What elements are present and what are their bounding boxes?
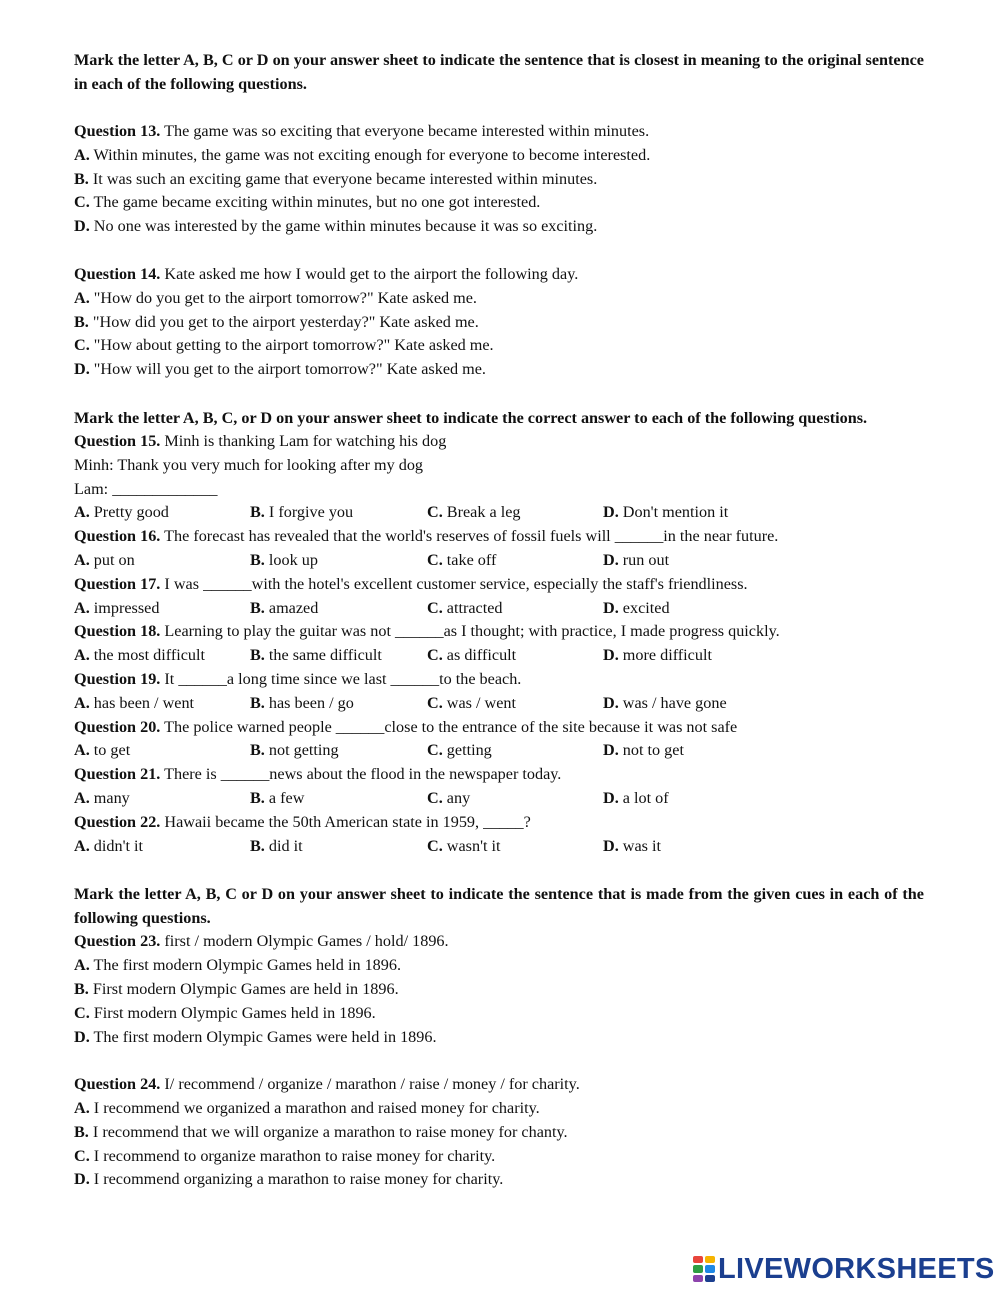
option-letter: B. xyxy=(250,741,265,760)
option-text: to get xyxy=(89,741,131,760)
option-letter: D. xyxy=(603,836,619,855)
option-letter: C. xyxy=(74,193,90,212)
question-label: Question 20. xyxy=(74,717,161,736)
question-label: Question 21. xyxy=(74,765,161,784)
option-text: The game became exciting within minutes, but no one got interested. xyxy=(89,193,541,212)
option-b[interactable] xyxy=(74,1121,924,1145)
option-b[interactable] xyxy=(250,644,427,668)
option-text: was / have gone xyxy=(618,693,727,712)
question-text: first / modern Olympic Games / hold/ 1896. xyxy=(160,932,449,951)
option-text: run out xyxy=(618,550,670,569)
option-text: Within minutes, the game was not exciting enough for everyone to become interested. xyxy=(89,145,651,164)
option-letter: B. xyxy=(250,598,265,617)
question-label: Question 22. xyxy=(74,812,161,831)
option-b[interactable] xyxy=(250,692,427,716)
option-c[interactable] xyxy=(427,835,603,859)
question-17 xyxy=(74,573,924,621)
option-b[interactable] xyxy=(250,549,427,573)
question-text: The game was so exciting that everyone became interested within minutes. xyxy=(160,122,650,140)
option-c[interactable] xyxy=(427,787,603,811)
option-text: the most difficult xyxy=(89,646,205,665)
option-letter: C. xyxy=(427,646,443,665)
section-1-instruction: Mark the letter A, B, C or D on your answer sheet to indicate the sentence that is closest in meaning to the original sentence in each of the following questions. xyxy=(74,51,924,93)
option-d[interactable] xyxy=(603,549,780,573)
option-text: not getting xyxy=(264,741,339,760)
dialogue-line-minh: Minh: Thank you very much for looking after my dog xyxy=(74,455,424,474)
option-letter: A. xyxy=(74,1099,90,1118)
option-text: "How will you get to the airport tomorrow?" Kate asked me. xyxy=(89,360,486,379)
question-text: The forecast has revealed that the world's reserves of fossil fuels will ______in the near future. xyxy=(160,527,779,546)
option-letter: A. xyxy=(74,598,90,617)
option-text: look up xyxy=(264,550,318,569)
option-text: any xyxy=(442,788,471,807)
question-20 xyxy=(74,716,924,764)
option-letter: B. xyxy=(250,550,265,569)
option-letter: A. xyxy=(74,956,90,975)
option-a[interactable] xyxy=(74,144,924,168)
options-row xyxy=(74,597,924,621)
options-row xyxy=(74,692,924,716)
option-d[interactable] xyxy=(74,1168,924,1192)
option-a[interactable] xyxy=(74,739,250,763)
question-text: Kate asked me how I would get to the airport the following day. xyxy=(160,264,579,283)
option-a[interactable] xyxy=(74,787,250,811)
option-letter: A. xyxy=(74,693,90,712)
question-text: Learning to play the guitar was not ______as I thought; with practice, I made progress quickly. xyxy=(160,622,780,641)
question-label: Question 14. xyxy=(74,264,161,283)
section-3-instruction: Mark the letter A, B, C or D on your answer sheet to indicate the sentence that is made from the given cues in each of the following questions. xyxy=(74,885,924,928)
option-a[interactable] xyxy=(74,549,250,573)
options-row xyxy=(74,644,924,668)
option-letter: A. xyxy=(74,741,90,760)
section-2-instruction: Mark the letter A, B, C, or D on your answer sheet to indicate the correct answer to each of the following questions. xyxy=(74,408,868,427)
option-letter: A. xyxy=(74,288,90,307)
question-text: There is ______news about the flood in the newspaper today. xyxy=(160,765,562,784)
option-text: impressed xyxy=(89,598,160,617)
option-text: Break a leg xyxy=(442,503,521,522)
option-b[interactable] xyxy=(74,168,924,192)
option-b[interactable] xyxy=(250,787,427,811)
option-letter: D. xyxy=(74,360,90,379)
option-c[interactable] xyxy=(74,334,924,358)
option-letter: C. xyxy=(74,1146,90,1165)
option-letter: D. xyxy=(603,550,619,569)
question-label: Question 18. xyxy=(74,622,161,641)
option-b[interactable] xyxy=(250,597,427,621)
option-letter: B. xyxy=(74,312,89,331)
option-letter: A. xyxy=(74,836,90,855)
option-letter: B. xyxy=(74,169,89,188)
option-text: First modern Olympic Games are held in 1896. xyxy=(88,979,399,998)
option-text: I recommend we organized a marathon and raised money for charity. xyxy=(89,1099,540,1118)
option-text: more difficult xyxy=(618,646,712,665)
question-label: Question 24. xyxy=(74,1075,161,1094)
option-d[interactable] xyxy=(74,358,924,382)
worksheet-page xyxy=(74,48,924,1192)
option-text: many xyxy=(89,788,130,807)
option-letter: A. xyxy=(74,788,90,807)
option-text: The first modern Olympic Games held in 1896. xyxy=(89,956,402,975)
question-23 xyxy=(74,930,924,1049)
option-text: put on xyxy=(89,550,135,569)
option-letter: D. xyxy=(74,1027,90,1046)
option-text: I recommend that we will organize a marathon to raise money for chanty. xyxy=(88,1122,568,1141)
option-letter: D. xyxy=(74,217,90,236)
option-letter: C. xyxy=(427,503,443,522)
option-text: has been / went xyxy=(89,693,195,712)
question-19 xyxy=(74,668,924,716)
options-row xyxy=(74,787,924,811)
option-c[interactable] xyxy=(427,597,603,621)
option-text: amazed xyxy=(264,598,319,617)
option-letter: B. xyxy=(250,836,265,855)
option-letter: A. xyxy=(74,646,90,665)
option-a[interactable] xyxy=(74,954,924,978)
options-row xyxy=(74,501,924,525)
option-letter: B. xyxy=(250,693,265,712)
question-13 xyxy=(74,120,924,239)
option-letter: C. xyxy=(74,336,90,355)
liveworksheets-logo-text: LIVEWORKSHEETS xyxy=(718,1252,995,1285)
option-text: The first modern Olympic Games were held in 1896. xyxy=(89,1027,437,1046)
option-letter: D. xyxy=(603,788,619,807)
option-text: I recommend organizing a marathon to raise money for charity. xyxy=(89,1170,504,1189)
option-c[interactable] xyxy=(74,1145,924,1169)
option-c[interactable] xyxy=(427,549,603,573)
option-text: not to get xyxy=(618,741,684,760)
option-text: take off xyxy=(442,550,497,569)
question-text: The police warned people ______close to the entrance of the site because it was not safe xyxy=(160,717,738,736)
option-d[interactable] xyxy=(74,215,924,239)
option-d[interactable] xyxy=(603,835,780,859)
question-text: I/ recommend / organize / marathon / raise / money / for charity. xyxy=(160,1075,580,1094)
option-c[interactable] xyxy=(427,501,603,525)
option-letter: D. xyxy=(603,646,619,665)
option-text: was / went xyxy=(442,693,517,712)
option-text: getting xyxy=(442,741,492,760)
option-letter: D. xyxy=(603,741,619,760)
option-letter: D. xyxy=(74,1170,90,1189)
option-text: Pretty good xyxy=(89,503,169,522)
option-letter: A. xyxy=(74,503,90,522)
option-a[interactable] xyxy=(74,692,250,716)
option-a[interactable] xyxy=(74,597,250,621)
option-b[interactable] xyxy=(250,739,427,763)
option-text: First modern Olympic Games held in 1896. xyxy=(89,1003,376,1022)
question-15 xyxy=(74,430,924,525)
question-text: Hawaii became the 50th American state in 1959, _____? xyxy=(160,812,531,831)
option-letter: B. xyxy=(250,646,265,665)
section-2-question-list xyxy=(74,525,924,858)
option-text: I recommend to organize marathon to raise money for charity. xyxy=(89,1146,496,1165)
option-text: attracted xyxy=(442,598,503,617)
question-22 xyxy=(74,811,924,859)
option-a[interactable] xyxy=(74,1097,924,1121)
option-letter: B. xyxy=(250,788,265,807)
option-d[interactable] xyxy=(74,1026,924,1050)
question-label: Question 23. xyxy=(74,932,161,951)
option-letter: C. xyxy=(427,598,443,617)
options-row xyxy=(74,549,924,573)
option-letter: C. xyxy=(427,693,443,712)
option-d[interactable] xyxy=(603,787,780,811)
option-text: wasn't it xyxy=(442,836,501,855)
option-text: "How about getting to the airport tomorrow?" Kate asked me. xyxy=(89,336,494,355)
question-label: Question 16. xyxy=(74,527,161,546)
option-b[interactable] xyxy=(74,978,924,1002)
option-text: has been / go xyxy=(264,693,354,712)
question-text: It ______a long time since we last ______to the beach. xyxy=(160,669,522,688)
option-b[interactable] xyxy=(250,835,427,859)
dialogue-line-lam: Lam: _____________ xyxy=(74,479,218,498)
option-letter: D. xyxy=(603,693,619,712)
question-16 xyxy=(74,525,924,573)
options-row xyxy=(74,835,924,859)
option-letter: D. xyxy=(603,598,619,617)
option-text: Don't mention it xyxy=(618,503,729,522)
option-a[interactable] xyxy=(74,501,250,525)
option-c[interactable] xyxy=(74,191,924,215)
option-text: as difficult xyxy=(442,646,517,665)
option-letter: A. xyxy=(74,145,90,164)
option-a[interactable] xyxy=(74,644,250,668)
option-letter: B. xyxy=(250,503,265,522)
option-d[interactable] xyxy=(603,644,780,668)
option-b[interactable] xyxy=(74,311,924,335)
option-letter: A. xyxy=(74,550,90,569)
option-text: the same difficult xyxy=(264,646,382,665)
option-text: a lot of xyxy=(618,788,669,807)
option-text: a few xyxy=(264,788,305,807)
option-d[interactable] xyxy=(603,501,780,525)
option-letter: D. xyxy=(603,503,619,522)
option-c[interactable] xyxy=(427,692,603,716)
option-letter: B. xyxy=(74,979,89,998)
option-text: "How did you get to the airport yesterday?" Kate asked me. xyxy=(88,312,479,331)
option-text: "How do you get to the airport tomorrow?" Kate asked me. xyxy=(89,288,477,307)
option-c[interactable] xyxy=(427,644,603,668)
question-24 xyxy=(74,1073,924,1192)
question-text: Minh is thanking Lam for watching his dog xyxy=(160,431,447,450)
option-text: was it xyxy=(618,836,662,855)
option-letter: B. xyxy=(74,1122,89,1141)
option-a[interactable] xyxy=(74,835,250,859)
option-text: excited xyxy=(618,598,670,617)
option-c[interactable] xyxy=(427,739,603,763)
option-text: did it xyxy=(264,836,303,855)
option-d[interactable] xyxy=(603,739,780,763)
option-letter: C. xyxy=(427,550,443,569)
option-letter: C. xyxy=(74,1003,90,1022)
question-18 xyxy=(74,620,924,668)
option-d[interactable] xyxy=(603,692,780,716)
option-d[interactable] xyxy=(603,597,780,621)
liveworksheets-logo-icon xyxy=(693,1256,715,1282)
question-label: Question 17. xyxy=(74,574,161,593)
question-21 xyxy=(74,763,924,811)
option-text: didn't it xyxy=(89,836,144,855)
question-label: Question 13. xyxy=(74,122,161,140)
question-14 xyxy=(74,263,924,382)
question-label: Question 15. xyxy=(74,431,161,450)
liveworksheets-logo[interactable] xyxy=(693,1254,995,1284)
question-label: Question 19. xyxy=(74,669,161,688)
option-letter: C. xyxy=(427,741,443,760)
option-letter: C. xyxy=(427,788,443,807)
question-text: I was ______with the hotel's excellent customer service, especially the staff's friendliness. xyxy=(160,574,748,593)
option-text: No one was interested by the game within minutes because it was so exciting. xyxy=(89,217,598,236)
option-a[interactable] xyxy=(74,287,924,311)
option-text: I forgive you xyxy=(264,503,354,522)
options-row xyxy=(74,739,924,763)
option-text: It was such an exciting game that everyone became interested within minutes. xyxy=(88,169,598,188)
option-c[interactable] xyxy=(74,1002,924,1026)
option-letter: C. xyxy=(427,836,443,855)
option-b[interactable] xyxy=(250,501,427,525)
